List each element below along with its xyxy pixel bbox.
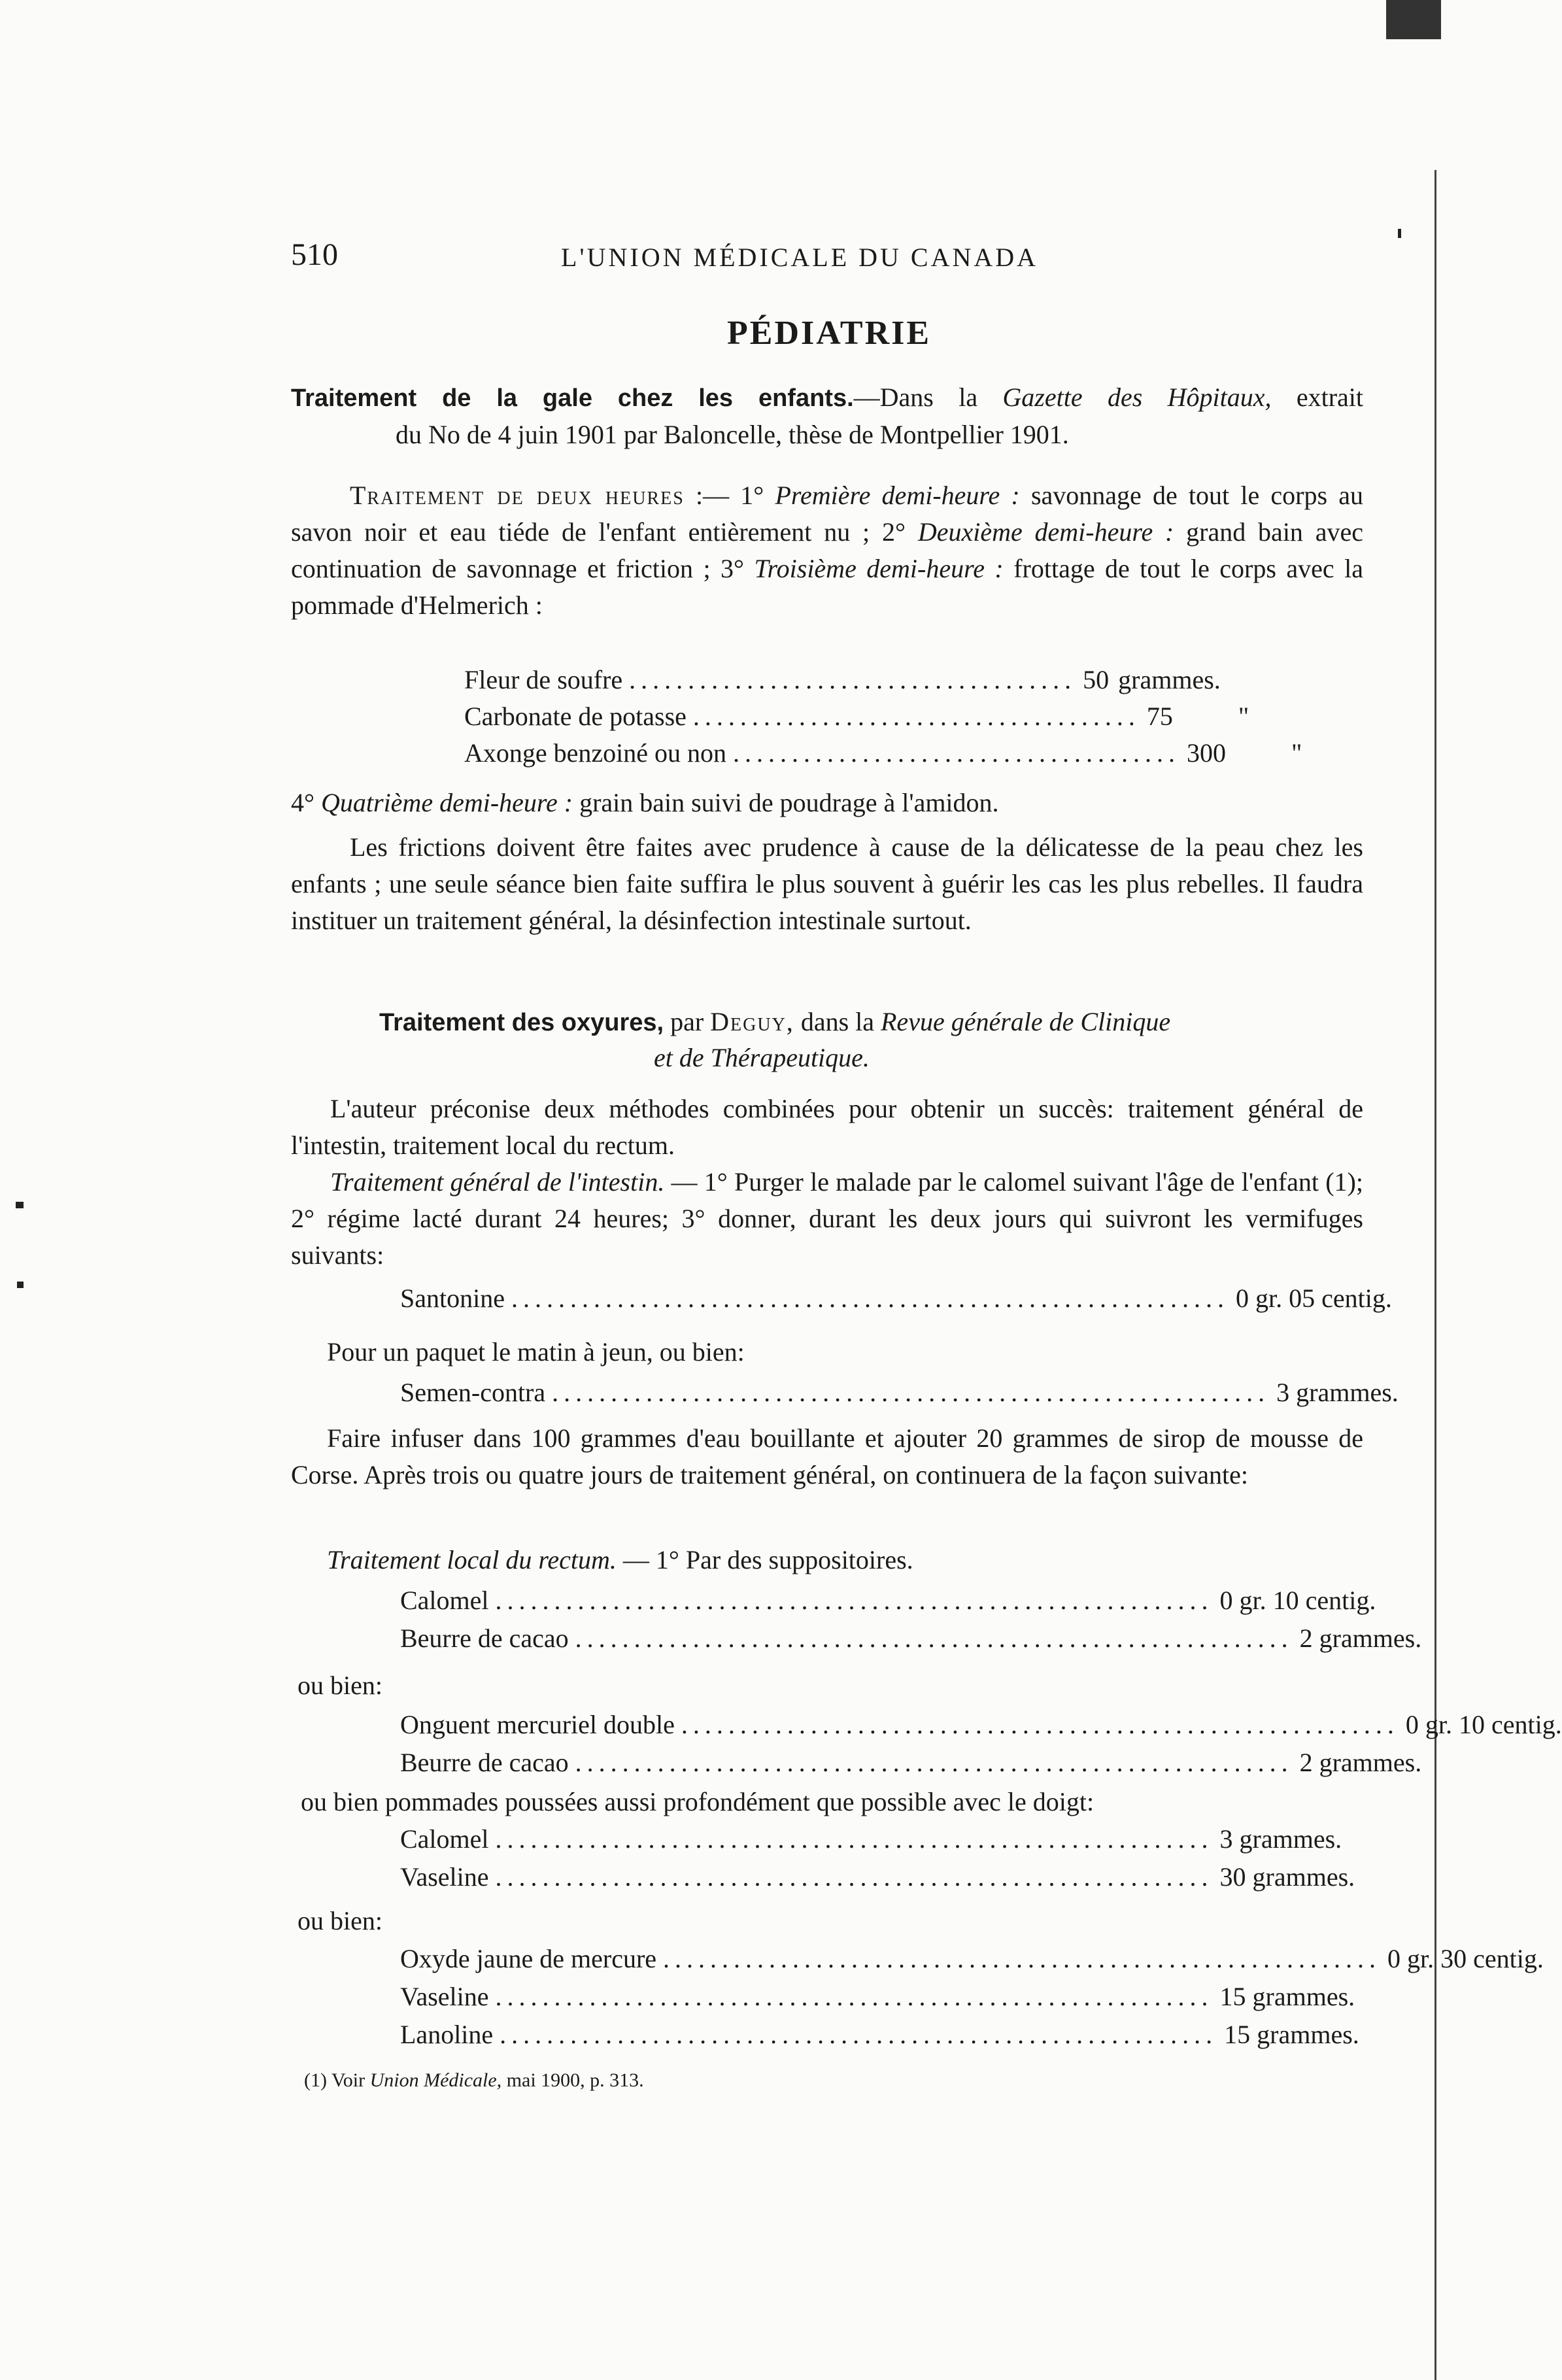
pommades-line: ou bien pommades poussées aussi profondément que possible avec le doigt: bbox=[301, 1787, 1095, 1816]
local-treatment-line: Traitement local du rectum. — 1° Par des suppositoires. bbox=[327, 1545, 913, 1574]
ou-bien-2: ou bien: bbox=[297, 1906, 382, 1935]
general-treatment-paragraph: Traitement général de l'intestin. — 1° Purger le malade par le calomel suivant l'âge de l'enfant (1); 2° régime lacté durant 24 heures; 3° donner, durant les deux jours qui suivront les vermifuges suivants: bbox=[291, 1167, 1363, 1270]
ou-bien-1: ou bien: bbox=[297, 1671, 382, 1700]
scan-speck bbox=[16, 1202, 24, 1208]
article-1-source: du No de 4 juin 1901 par Baloncelle, thèse de Montpellier 1901. bbox=[396, 420, 1069, 449]
oxyures-intro: L'auteur préconise deux méthodes combinées pour obtenir un succès: traitement général de l'intestin, traitement local du rectum. bbox=[291, 1094, 1363, 1160]
treatment-lead: Traitement de deux heures bbox=[350, 481, 685, 510]
article-2-heading: Traitement des oxyures, par Deguy, dans la Revue générale de Clinique bbox=[379, 1007, 1171, 1036]
recipe-row: Carbonate de potasse ...................................... 75 " bbox=[464, 702, 1249, 731]
scan-speck bbox=[17, 1282, 24, 1288]
scan-edge-line bbox=[1435, 170, 1436, 2380]
footnote: (1) Voir Union Médicale, mai 1900, p. 313. bbox=[304, 2069, 644, 2091]
article-1-title: Traitement de la gale chez les enfants. bbox=[291, 384, 854, 412]
section-title: PÉDIATRIE bbox=[727, 314, 932, 352]
pommade-formula-2: Oxyde jaune de mercure ............................................................. 0 gr. 30 centig. Vaseline ............................................................. 15 grammes. Lanoline ............................................................. 15 grammes. bbox=[400, 1944, 1544, 2049]
semen-row: Semen-contra ............................................................. 3 grammes. bbox=[400, 1378, 1399, 1407]
recipe-table bbox=[464, 662, 1302, 772]
scan-speck bbox=[1398, 229, 1401, 238]
journal-name: Gazette des Hôpitaux, bbox=[1002, 382, 1272, 412]
recipe-row: Axonge benzoiné ou non ...................................... 300 " bbox=[464, 738, 1302, 768]
article-2-journal-line2: et de Thérapeutique. bbox=[654, 1043, 870, 1072]
article-2-author: Deguy, bbox=[710, 1007, 794, 1036]
santonine-row: Santonine ............................................................. 0 gr. 05 centig. bbox=[400, 1284, 1392, 1313]
running-title: L'UNION MÉDICALE DU CANADA bbox=[561, 243, 1039, 272]
suppository-formula-2: Onguent mercuriel double ............................................................. 0 gr. 10 centig. Beurre de cacao ............................................................. 2 grammes. bbox=[400, 1710, 1562, 1777]
article-2-title: Traitement des oxyures, bbox=[379, 1009, 664, 1036]
infuser-paragraph: Faire infuser dans 100 grammes d'eau bouillante et ajouter 20 grammes de sirop de mousse de Corse. Après trois ou quatre jours de traitement général, on continuera de la façon suivante: bbox=[291, 1423, 1363, 1489]
page-number: 510 bbox=[291, 237, 338, 272]
scan-corner-mark bbox=[1386, 0, 1441, 39]
frictions-paragraph: Les frictions doivent être faites avec prudence à cause de la délicatesse de la peau chez les enfants ; une seule séance bien faite suffira le plus souvent à guérir les cas les plus rebelles. Il faudra instituer un traitement général, la désinfection intestinale surtout. bbox=[291, 832, 1363, 935]
footnote-marker: (1) bbox=[304, 2069, 327, 2091]
treatment-paragraph: Traitement de deux heures :— 1° Première demi-heure : savonnage de tout le corps au savon noir et eau tiéde de l'enfant entièrement nu ; 2° Deuxième demi-heure : grand bain avec continuation de savonnage et friction ; 3° Troisième demi-heure : frottage de tout le corps avec la pommade d'Helmerich : bbox=[291, 481, 1364, 620]
fourth-step: 4° Quatrième demi-heure : grain bain suivi de poudrage à l'amidon. bbox=[291, 788, 999, 817]
recipe-row: Fleur de soufre ...................................... 50 grammes. bbox=[464, 665, 1221, 694]
suppository-formula-1: Calomel ............................................................. 0 gr. 10 centig. Beurre de cacao ............................................................. 2 grammes. bbox=[400, 1586, 1422, 1653]
paquet-line: Pour un paquet le matin à jeun, ou bien: bbox=[327, 1337, 745, 1367]
pommade-formula-1: Calomel ............................................................. 3 grammes. Vaseline ............................................................. 30 grammes. bbox=[400, 1824, 1355, 1892]
article-1-heading: Traitement de la gale chez les enfants.—Dans la Gazette des Hôpitaux, extrait du No de 4 juin 1901 par Baloncelle, thèse de Montpellier 1901. bbox=[291, 379, 1363, 453]
